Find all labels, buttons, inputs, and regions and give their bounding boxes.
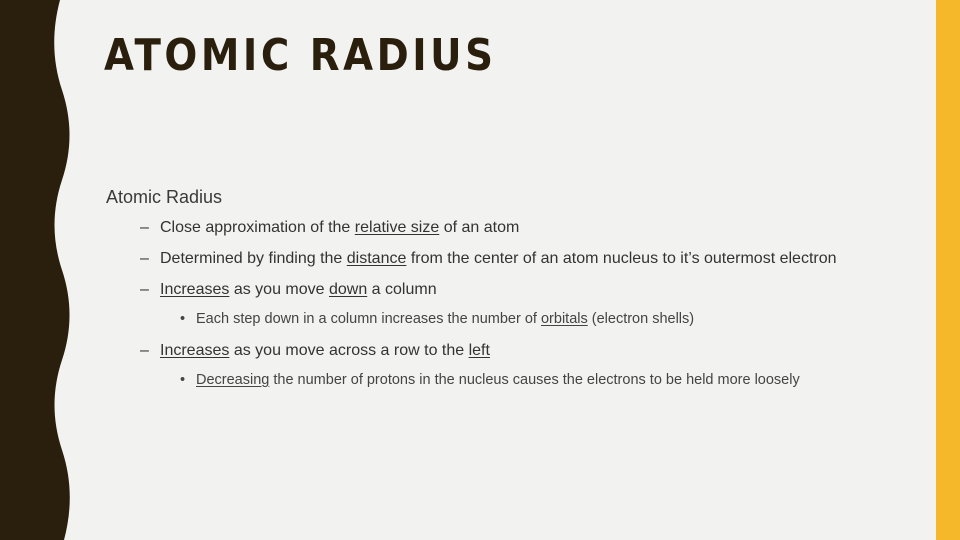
left-decorative-wave xyxy=(0,0,80,540)
dash-marker: – xyxy=(140,281,149,298)
bullet-dot: • xyxy=(180,372,186,388)
dash-marker: – xyxy=(140,250,149,267)
slide-content xyxy=(106,186,896,400)
underlined-term: down xyxy=(328,281,368,298)
underlined-term: Decreasing xyxy=(196,372,270,388)
bullet-dot: • xyxy=(180,311,186,327)
sub-bullet-orbitals: • Each step down in a column increases the number of orbitals (electron shells) xyxy=(180,311,695,327)
dash-marker: – xyxy=(140,219,149,236)
underlined-term: relative size xyxy=(354,219,440,236)
bullet-distance: – Determined by finding the distance from the center of an atom nucleus to it’s outermost electron xyxy=(106,247,896,271)
underlined-term: left xyxy=(468,342,490,359)
bullet-increases-down: – Increases as you move down a column xyxy=(106,278,896,302)
underlined-term: orbitals xyxy=(540,311,588,327)
page-title: ATOMIC RADIUS xyxy=(104,30,497,81)
content-heading: Atomic Radius xyxy=(106,187,223,207)
underlined-term: Increases xyxy=(160,281,230,298)
right-accent-band xyxy=(936,0,960,540)
underlined-term: distance xyxy=(346,250,407,267)
bullet-relative-size: – Close approximation of the relative size of an atom xyxy=(106,216,896,240)
underlined-term: Increases xyxy=(160,342,230,359)
dash-marker: – xyxy=(140,342,149,359)
bullet-increases-left: – Increases as you move across a row to the left xyxy=(106,339,896,363)
sub-bullet-protons: • Decreasing the number of protons in the nucleus causes the electrons to be held more loosely xyxy=(180,372,800,388)
